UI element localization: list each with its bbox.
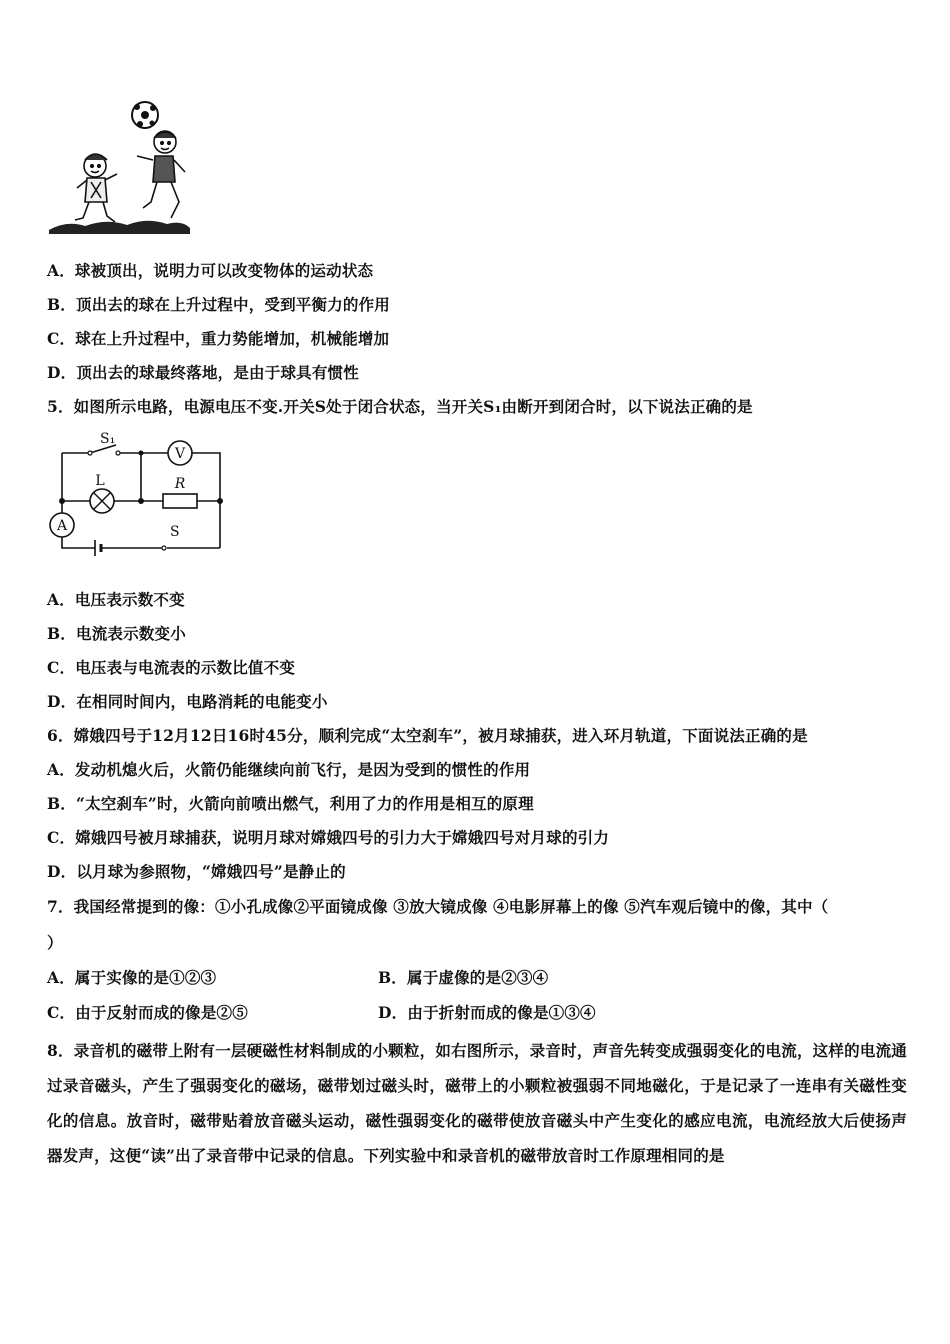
- q4-option-c: C．球在上升过程中，重力势能增加，机械能增加: [47, 329, 390, 348]
- right-child-figure: [137, 131, 185, 218]
- q6-option-c: C．嫦娥四号被月球捕获，说明月球对嫦娥四号的引力大于嫦娥四号对月球的引力: [47, 828, 610, 847]
- q8-stem: 8．录音机的磁带上附有一层硬磁性材料制成的小颗粒，如右图所示，录音时，声音先转变成强弱变化的电流，这样的电流通过录音磁头，产生了强弱变化的磁场，磁带划过磁头时，磁带上的小颗粒被强弱不同地磁化，于是记录了一连串有关磁性变化的信息。放音时，磁带贴着放音磁头运动，磁性强弱变化的磁带使放音磁头中产生变化的感应电流，电流经放大后使扬声器发声，这便“读”出了录音带中记录的信息。下列实验中和录音机的磁带放音时工作原理相同的是: [47, 1041, 907, 1165]
- soccer-ball-icon: [132, 102, 158, 128]
- q5-option-b: B．电流表示数变小: [47, 624, 186, 643]
- q4-option-b: B．顶出去的球在上升过程中，受到平衡力的作用: [47, 295, 391, 314]
- q7-option-d: D．由于折射而成的像是①③④: [378, 1003, 596, 1022]
- q4-option-d: D．顶出去的球最终落地，是由于球具有惯性: [47, 363, 359, 382]
- q5-option-c: C．电压表与电流表的示数比值不变: [47, 658, 296, 677]
- q5-stem: 5．如图所示电路，电源电压不变.开关S处于闭合状态，当开关S₁由断开到闭合时，以下说法正确的是: [47, 397, 753, 416]
- q5-option-a: A．电压表示数不变: [47, 590, 185, 609]
- left-child-figure: [75, 154, 117, 222]
- lamp-label: L: [95, 473, 105, 489]
- q4-option-a: A．球被顶出，说明力可以改变物体的运动状态: [47, 261, 374, 280]
- q6-option-d: D．以月球为参照物，“嫦娥四号”是静止的: [47, 862, 346, 881]
- voltmeter-label: V: [174, 446, 186, 462]
- q7-stem-line1: 7．我国经常提到的像：①小孔成像②平面镜成像 ③放大镜成像 ④电影屏幕上的像 ⑤汽车观后镜中的像，其中（: [47, 897, 829, 916]
- q6-option-b: B．“太空刹车”时，火箭向前喷出燃气，利用了力的作用是相互的原理: [47, 794, 534, 813]
- ammeter-label: A: [56, 518, 68, 534]
- lamp-icon: [90, 489, 114, 513]
- kids-heading-ball-illustration: [47, 98, 192, 238]
- q7-option-a: A．属于实像的是①②③: [47, 968, 217, 987]
- q6-stem: 6．嫦娥四号于12月12日16时45分，顺利完成“太空刹车”，被月球捕获，进入环月轨道，下面说法正确的是: [47, 726, 808, 745]
- switch-s-label: S: [170, 524, 180, 540]
- q7-stem-line2: ）: [47, 933, 63, 952]
- ammeter-icon: [50, 513, 74, 537]
- voltmeter-icon: [168, 441, 192, 465]
- switch-s1-label: S₁: [100, 431, 116, 447]
- resistor-label: R: [174, 476, 186, 492]
- resistor-icon: [163, 494, 197, 508]
- q7-option-c: C．由于反射而成的像是②⑤: [47, 1003, 248, 1022]
- q5-circuit-diagram: [44, 428, 234, 558]
- q6-option-a: A．发动机熄火后，火箭仍能继续向前飞行，是因为受到的惯性的作用: [47, 760, 531, 779]
- q5-option-d: D．在相同时间内，电路消耗的电能变小: [47, 692, 328, 711]
- q7-option-b: B．属于虚像的是②③④: [378, 968, 549, 987]
